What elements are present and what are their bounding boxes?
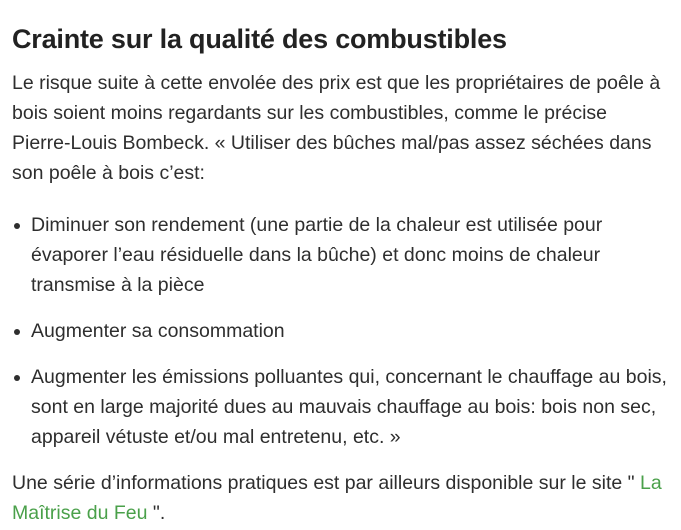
footer-text-before: Une série d’informations pratiques est par ailleurs disponible sur le site "	[12, 472, 640, 494]
list-item	[12, 210, 669, 300]
bullet-list	[12, 210, 669, 452]
intro-paragraph: Le risque suite à cette envolée des prix est que les propriétaires de poêle à bois soient moins regardants sur les combustibles, comme le précise Pierre-Louis Bombeck. « Utiliser des bûches mal/pas assez séchées dans son poêle à bois c’est:	[12, 72, 661, 184]
bullet-dot-icon	[14, 223, 20, 229]
footer-text-after: ".	[147, 502, 166, 524]
section-heading: Crainte sur la qualité des combustibles	[12, 24, 507, 54]
list-item-text: Diminuer son rendement (une partie de la chaleur est utilisée pour évaporer l’eau résiduelle dans la bûche) et donc moins de chaleur transmise à la pièce	[31, 214, 603, 296]
list-item-text: Augmenter les émissions polluantes qui, concernant le chauffage au bois, sont en large majorité dues au mauvais chauffage au bois: bois non sec, appareil vétuste et/ou mal entretenu, etc. »	[31, 366, 667, 448]
bullet-dot-icon	[14, 375, 20, 381]
list-item	[12, 362, 669, 452]
bullet-dot-icon	[14, 329, 20, 335]
maitrise-du-feu-link[interactable]: La Maîtrise du Feu	[12, 472, 662, 524]
list-item-text: Augmenter sa consommation	[31, 320, 285, 342]
footer-paragraph	[12, 468, 669, 528]
list-item	[12, 316, 669, 346]
